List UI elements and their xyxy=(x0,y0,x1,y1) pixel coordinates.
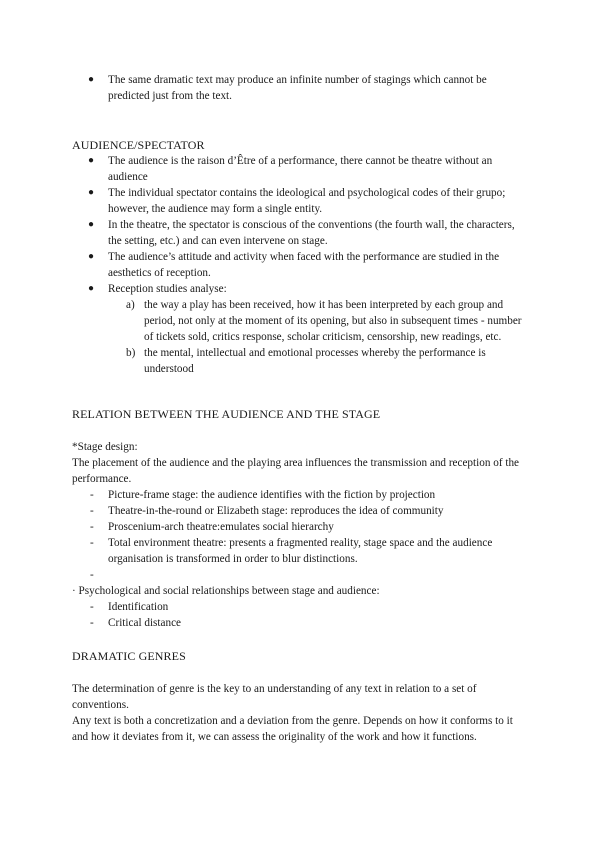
item-text: Proscenium-arch theatre:emulates social hierarchy xyxy=(108,521,334,533)
psych-label: · Psychological and social relationships between stage and audience: xyxy=(72,585,380,597)
item-text: Total environment theatre: presents a fragmented reality, stage space and the audience organisation is transformed in order to blur distinctions. xyxy=(108,537,493,565)
list-item xyxy=(72,535,530,567)
genres-heading: DRAMATIC GENRES xyxy=(72,649,186,663)
sub-marker: b) xyxy=(126,347,136,359)
dash-marker: - xyxy=(90,521,94,533)
intro-bullet-list xyxy=(72,72,530,104)
list-item xyxy=(72,599,530,615)
list-item xyxy=(72,281,530,297)
item-text: Picture-frame stage: the audience identifies with the fiction by projection xyxy=(108,489,436,501)
sub-item-text: the mental, intellectual and emotional processes whereby the performance is understood xyxy=(144,347,486,375)
bullet-icon: ● xyxy=(88,283,95,294)
list-item xyxy=(72,567,530,583)
list-item xyxy=(72,153,530,185)
audience-heading: AUDIENCE/SPECTATOR xyxy=(72,138,205,152)
list-item xyxy=(72,217,530,249)
bullet-text: Reception studies analyse: xyxy=(108,283,227,295)
dash-marker: - xyxy=(90,505,94,517)
item-text: Identification xyxy=(108,601,169,613)
relation-heading: RELATION BETWEEN THE AUDIENCE AND THE STAGE xyxy=(72,407,381,421)
bullet-text: The audience is the raison d’Être of a performance, there cannot be theatre without an audience xyxy=(108,155,493,183)
bullet-text: The individual spectator contains the ideological and psychological codes of their grupo; however, the audience may form a single entity. xyxy=(108,187,506,215)
genres-paragraph-1: The determination of genre is the key to an understanding of any text in relation to a set of conventions. xyxy=(72,683,477,711)
item-text: Theatre-in-the-round or Elizabeth stage: reproduces the idea of community xyxy=(108,505,444,517)
sub-list-item xyxy=(72,297,530,345)
list-item xyxy=(72,249,530,281)
list-item xyxy=(72,519,530,535)
bullet-icon: ● xyxy=(88,251,95,262)
sub-item-text: the way a play has been received, how it has been interpreted by each group and period, not only at the moment of its opening, but also in subsequent times - number of tickets sold, critics response, scholar criticism, censorship, new readings, etc. xyxy=(144,299,522,343)
dash-marker: - xyxy=(90,617,94,629)
stage-design-label: *Stage design: xyxy=(72,441,138,453)
sub-marker: a) xyxy=(126,299,135,311)
relation-intro: The placement of the audience and the playing area influences the transmission and reception of the performance. xyxy=(72,457,520,485)
list-item xyxy=(72,503,530,519)
list-item xyxy=(72,185,530,217)
dash-marker: - xyxy=(90,489,94,501)
bullet-text: The same dramatic text may produce an infinite number of stagings which cannot be predicted just from the text. xyxy=(108,74,487,102)
item-text: Critical distance xyxy=(108,617,182,629)
genres-paragraph-2: Any text is both a concretization and a deviation from the genre. Depends on how it conforms to it and how it deviates from it, we can assess the originality of the work and how it functions. xyxy=(72,715,513,743)
bullet-text: In the theatre, the spectator is conscious of the conventions (the fourth wall, the characters, the setting, etc.) and can even intervene on stage. xyxy=(108,219,515,247)
list-item xyxy=(72,72,530,104)
list-item xyxy=(72,615,530,631)
relation-section xyxy=(72,439,530,631)
bullet-text: The audience’s attitude and activity when faced with the performance are studied in the aesthetics of reception. xyxy=(108,251,500,279)
dash-marker: - xyxy=(90,601,94,613)
bullet-icon: ● xyxy=(88,187,95,198)
list-item xyxy=(72,487,530,503)
dash-marker: - xyxy=(90,569,94,581)
bullet-icon: ● xyxy=(88,74,95,85)
audience-bullet-list xyxy=(72,153,530,377)
bullet-icon: ● xyxy=(88,155,95,166)
sub-list-item xyxy=(72,345,530,377)
genres-section xyxy=(72,681,530,745)
dash-marker: - xyxy=(90,537,94,549)
bullet-icon: ● xyxy=(88,219,95,230)
